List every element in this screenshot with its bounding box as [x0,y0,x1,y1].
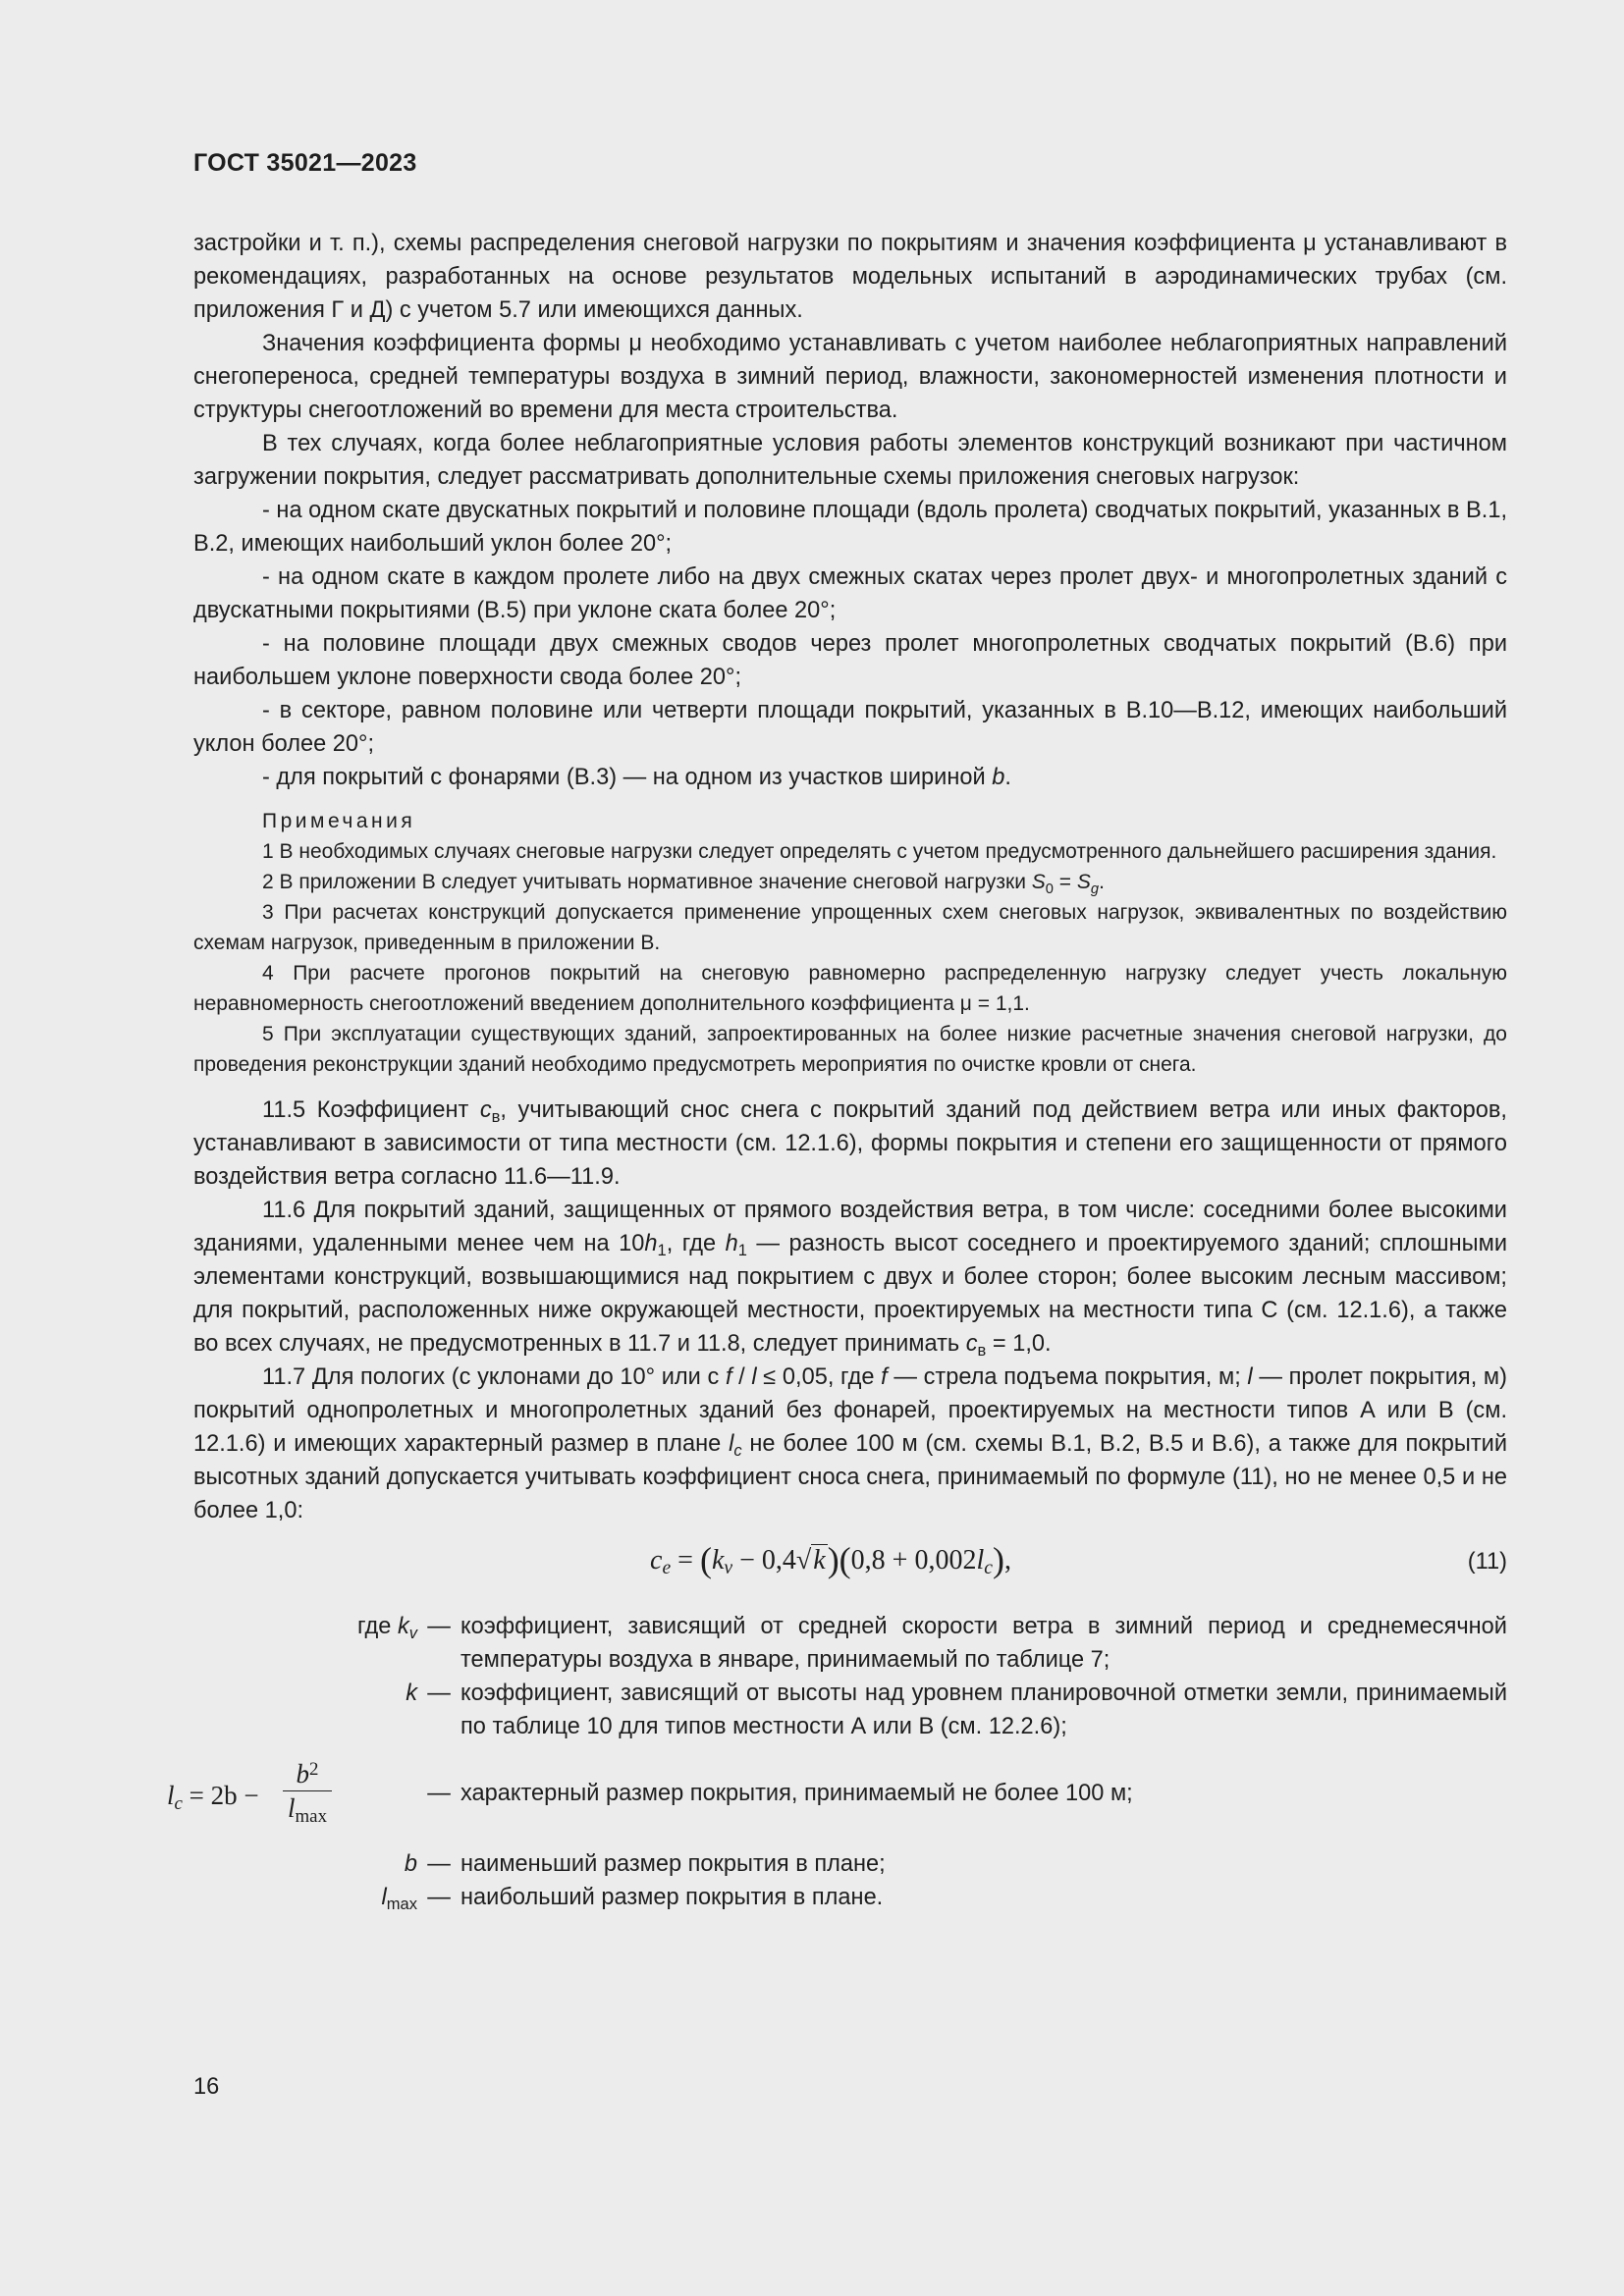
paragraph: В тех случаях, когда более неблагоприятные условия работы элементов конструкций возникают при частичном загружении покрытия, следует рассматривать дополнительные схемы приложения снеговых нагрузок: [193,431,1507,490]
list-item: - в секторе, равном половине или четверти площади покрытий, указанных в В.10—В.12, имеющих наибольший уклон более 20°; [193,698,1507,757]
formula-11 [193,1537,1507,1592]
notes-title: Примечания [262,810,416,832]
where-row: b — наименьший размер покрытия в плане; [404,1851,886,1877]
page-body [167,227,1507,1914]
notes-block [193,806,1507,1080]
paragraph: застройки и т. п.), схемы распределения снеговой нагрузки по покрытиям и значения коэффициента μ устанавливают в рекомендациях, разработанных на основе результатов модельных испытаний в аэродинамических трубах (см. приложения Г и Д) с учетом 5.7 или имеющихся данных. [193,231,1507,323]
where-row: k — коэффициент, зависящий от высоты над уровнем планировочной отметки земли, принимаемый по таблице 10 для типов местности А или В (см. 12.2.6); [406,1681,1507,1739]
formula-expression: $c_e = (k_v - 0,4√k)(0,8 + 0,002l_c)$, [650,1540,1011,1579]
note-item: 3 При расчетах конструкций допускается применение упрощенных схем снеговых нагрузок, эквивалентных по воздействию схемам нагрузок, приведенным в приложении В. [193,901,1507,954]
list-item: - на одном скате в каждом пролете либо на двух смежных скатах через пролет двух- и многопролетных зданий с двускатными покрытиями (В.5) при уклоне ската более 20°; [193,564,1507,623]
list-item: - на одном скате двускатных покрытий и половине площади (вдоль пролета) сводчатых покрытий, указанных в В.1, В.2, имеющих наибольший уклон более 20°; [193,498,1507,557]
section-11-6: 11.6 Для покрытий зданий, защищенных от прямого воздействия ветра, в том числе: соседними более высокими зданиями, удаленными менее чем на $10h_1$, где $h_1$ — разность высот соседнего и проектируемого зданий; сплошными элементами конструкций, возвышающимися над покрытием с двух и более сторон; более высоким лесным массивом; для покрытий, расположенных ниже окружающей местности, проектируемых на местности типа С (см. 12.1.6), а также во всех случаях, не предусмотренных в 11.7 и 11.8, следует принимать $c_в = 1,0$. [193,1198,1507,1360]
section-11-7: 11.7 Для пологих (с уклонами до 10° или с f / l ≤ 0,05, где f — стрела подъема покрытия, м; l — пролет покрытия, м) покрытий однопролетных и многопролетных зданий без фонарей, проектируемых на местности типов А или В (см. 12.1.6) и имеющих характерный размер в плане $l_c$ не более 100 м (см. схемы В.1, В.2, В.5 и В.6), а также для покрытий высотных зданий допускается учитывать коэффициент сноса снега, принимаемый по формуле (11), но не менее 0,5 и не более 1,0: [193,1364,1507,1523]
lc-formula: $l_c = 2b$ − $b^2$ $l_{max}$ [167,1757,417,1830]
note-item: 5 При эксплуатации существующих зданий, запроектированных на более низкие расчетные значения снеговой нагрузки, до проведения реконструкции зданий необходимо предусмотреть мероприятия по очистке кровли от снега. [193,1023,1507,1076]
where-row: где $k_v$ — коэффициент, зависящий от средней скорости ветра в зимний период и среднемесячной температуры воздуха в январе, принимаемый по таблице 7; [356,1614,1507,1673]
note-item: 4 При расчете прогонов покрытий на снеговую равномерно распределенную нагрузку следует учесть локальную неравномерность снегоотложений введением дополнительного коэффициента μ = 1,1. [193,962,1507,1015]
list-item: - на половине площади двух смежных сводов через пролет многопролетных сводчатых покрытий (В.6) при наибольшем уклоне поверхности свода более 20°; [193,631,1507,690]
note-item: 2 В приложении В следует учитывать нормативное значение снеговой нагрузки $S_0 = S_g$. [262,871,1105,897]
section-11-5: 11.5 Коэффициент $c_в$, учитывающий снос снега с покрытий зданий под действием ветра или иных факторов, устанавливают в зависимости от типа местности (см. 12.1.6), формы покрытия и степени его защищенности от прямого воздействия ветра согласно 11.6—11.9. [193,1097,1507,1190]
document-header: ГОСТ 35021—2023 [193,149,417,177]
list-item: - для покрытий с фонарями (В.3) — на одном из участков шириной b. [262,765,1011,790]
page-number: 16 [193,2074,220,2100]
where-row-lc: $l_c = 2b$ − $b^2$ $l_{max}$ — характерный размер покрытия, принимаемый не более 100 м; [193,1757,1507,1830]
paragraph: Значения коэффициента формы μ необходимо устанавливать с учетом наиболее неблагоприятных направлений снегопереноса, средней температуры воздуха в зимний период, влажности, закономерностей изменения плотности и структуры снегоотложений во времени для места строительства. [193,331,1507,423]
sqrt-icon: √ [795,1545,812,1575]
where-row: $l_{max}$ — наибольший размер покрытия в плане. [381,1885,884,1913]
where-block [167,1610,1507,1914]
formula-number: (11) [1467,1549,1507,1575]
note-item: 1 В необходимых случаях снеговые нагрузки следует определять с учетом предусмотренного дальнейшего расширения здания. [262,840,1497,863]
fraction: $b^2$ $l_{max}$ [283,1757,332,1825]
